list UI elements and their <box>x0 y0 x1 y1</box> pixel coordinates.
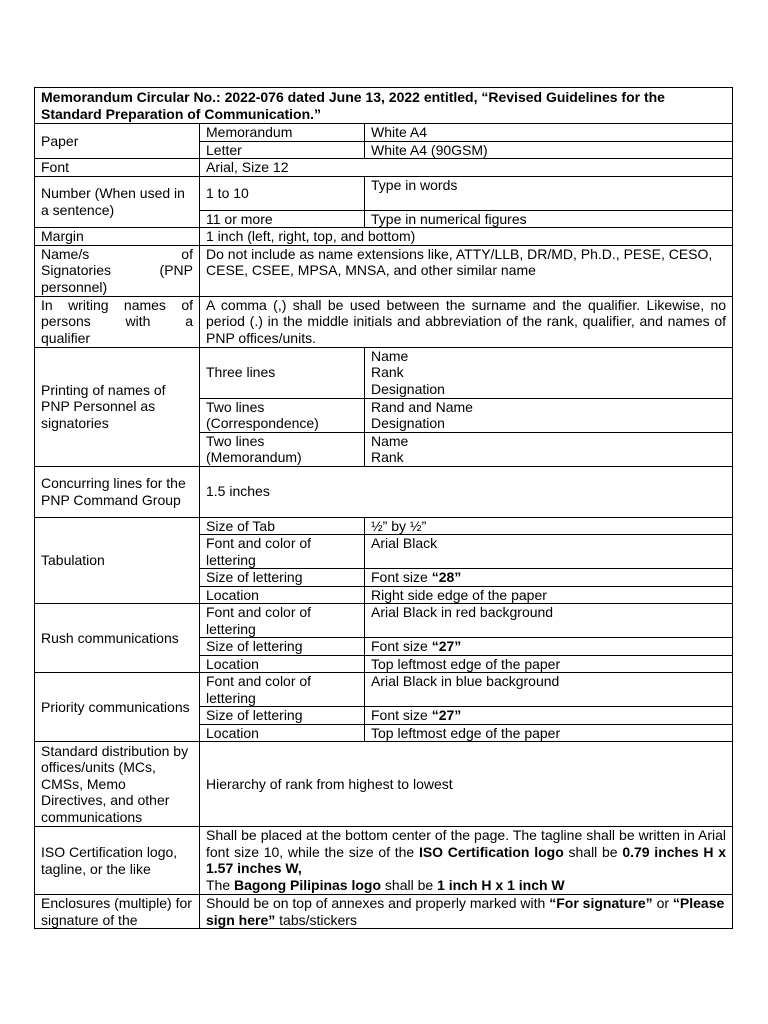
printing-two-memo-value <box>365 432 733 466</box>
guidelines-table <box>34 87 733 929</box>
printing-two-memo-line: (Memorandum) <box>206 449 302 465</box>
font-value: Arial, Size 12 <box>200 159 733 177</box>
number-r2-value: Type in numerical figures <box>365 210 733 228</box>
tabulation-font-value: Arial Black <box>365 535 733 569</box>
enclosures-text: tabs/stickers <box>275 911 357 928</box>
margin-value: 1 inch (left, right, top, and bottom) <box>200 228 733 246</box>
iso-text: The <box>206 876 235 893</box>
table-title: Memorandum Circular No.: 2022-076 dated June 13, 2022 entitled, “Revised Guidelines for the Standard Preparation of Communication.” <box>35 88 733 124</box>
concurring-value: 1.5 inches <box>200 466 733 517</box>
tabulation-size-tab-label: Size of Tab <box>200 517 365 535</box>
tabulation-font-label: Font and color of lettering <box>200 535 365 569</box>
paper-letter-value: White A4 (90GSM) <box>365 141 733 159</box>
priority-loc-label: Location <box>200 724 365 742</box>
printing-two-corr-value-line: Rand and Name <box>371 398 473 415</box>
priority-size-prefix: Font size <box>371 707 432 723</box>
tabulation-size-let-value <box>365 569 733 587</box>
qualifier-label-line: persons with a <box>41 313 193 329</box>
signatories-label-line: Signatories (PNP <box>41 262 193 278</box>
rush-size-label: Size of lettering <box>200 638 365 656</box>
row-label-printing: Printing of names of PNP Personnel as signatories <box>35 347 200 466</box>
printing-two-memo-line: Two lines <box>206 432 265 449</box>
row-label-number: Number (When used in a sentence) <box>35 176 200 228</box>
number-r2-label: 11 or more <box>200 210 365 228</box>
printing-three-line: Rank <box>371 364 404 381</box>
printing-three-line: Designation <box>371 380 445 397</box>
row-label-tabulation: Tabulation <box>35 517 200 604</box>
tabulation-loc-label: Location <box>200 586 365 604</box>
row-label-concurring: Concurring lines for the PNP Command Group <box>35 466 200 517</box>
rush-size-prefix: Font size <box>371 638 432 654</box>
row-label-font: Font <box>35 159 200 177</box>
qualifier-label-line: qualifier <box>41 329 91 346</box>
number-r1-label: 1 to 10 <box>200 176 365 210</box>
signatories-label-line: personnel) <box>41 278 108 295</box>
rush-size-number: “27” <box>431 638 462 654</box>
priority-size-number: “27” <box>431 707 462 723</box>
iso-text: Shall be placed at the bottom center of the page. The tagline shall be written in Arial font size 10, while the size of the <box>206 827 727 860</box>
tabulation-size-let-number: “28” <box>431 569 462 585</box>
iso-text: shall be <box>381 876 438 893</box>
rush-font-label: Font and color of lettering <box>200 604 365 638</box>
priority-font-value: Arial Black in blue background <box>365 673 733 707</box>
enclosures-for-signature: “For signature” <box>549 895 653 911</box>
qualifier-label-line: In writing names of <box>41 296 193 313</box>
row-label-signatories <box>35 245 200 296</box>
enclosures-text: or <box>652 895 673 911</box>
row-label-iso: ISO Certification logo, tagline, or the like <box>35 827 200 895</box>
tabulation-size-let-label: Size of lettering <box>200 569 365 587</box>
rush-loc-label: Location <box>200 655 365 673</box>
iso-paragraph <box>206 827 726 877</box>
iso-logo-text: ISO Certification logo <box>418 843 564 860</box>
signatories-value: Do not include as name extensions like, ATTY/LLB, DR/MD, Ph.D., PESE, CESO, CESE, CSEE, MPSA, MNSA, and other similar name <box>200 245 733 296</box>
row-label-priority: Priority communications <box>35 673 200 742</box>
priority-loc-value: Top leftmost edge of the paper <box>365 724 733 742</box>
row-label-enclosures: Enclosures (multiple) for signature of the <box>35 895 200 929</box>
printing-three-label: Three lines <box>200 347 365 398</box>
printing-three-line: Name <box>371 347 409 364</box>
rush-loc-value: Top leftmost edge of the paper <box>365 655 733 673</box>
rush-font-value: Arial Black in red background <box>365 604 733 638</box>
tabulation-size-let-prefix: Font size <box>371 569 432 585</box>
printing-two-memo-value-line: Rank <box>371 449 404 465</box>
printing-two-memo-value-line: Name <box>371 432 409 449</box>
rush-size-value <box>365 638 733 656</box>
enclosures-please-sign: “Please sign here” <box>206 895 725 928</box>
printing-two-corr-label <box>200 398 365 432</box>
row-label-distribution: Standard distribution by offices/units (MCs, CMSs, Memo Directives, and other communications <box>35 742 200 827</box>
bagong-pilipinas-text: Bagong Pilipinas logo <box>234 876 382 893</box>
printing-two-corr-line: (Correspondence) <box>206 415 319 431</box>
paper-letter-label: Letter <box>200 141 365 159</box>
priority-size-value <box>365 707 733 725</box>
printing-two-corr-value <box>365 398 733 432</box>
enclosures-text: Should be on top of annexes and properly marked with <box>206 895 550 911</box>
tabulation-size-tab-value: ½” by ½” <box>365 517 733 535</box>
bagong-pilipinas-size: 1 inch H x 1 inch W <box>437 876 565 893</box>
priority-size-label: Size of lettering <box>200 707 365 725</box>
signatories-label-line: Name/s of <box>41 245 193 262</box>
number-r1-value: Type in words <box>365 176 733 210</box>
row-label-rush: Rush communications <box>35 604 200 673</box>
tabulation-loc-value: Right side edge of the paper <box>365 586 733 604</box>
row-label-qualifier <box>35 296 200 347</box>
printing-two-corr-line: Two lines <box>206 398 265 415</box>
paper-memo-label: Memorandum <box>200 124 365 142</box>
paper-memo-value: White A4 <box>365 124 733 142</box>
guidelines-document <box>34 87 732 929</box>
row-label-paper: Paper <box>35 124 200 159</box>
printing-two-memo-label <box>200 432 365 466</box>
iso-text: shall be <box>563 843 623 860</box>
iso-logo-size: 0.79 inches H x 1.57 inches W, <box>206 843 727 876</box>
printing-three-value <box>365 347 733 398</box>
enclosures-value <box>200 895 733 929</box>
qualifier-value: A comma (,) shall be used between the surname and the qualifier. Likewise, no period (.) in the middle initials and abbreviation of the rank, qualifier, and names of PNP offices/units. <box>200 296 733 347</box>
row-label-margin: Margin <box>35 228 200 246</box>
distribution-value: Hierarchy of rank from highest to lowest <box>200 742 733 827</box>
iso-paragraph <box>206 877 726 894</box>
iso-value <box>200 827 733 895</box>
priority-font-label: Font and color of lettering <box>200 673 365 707</box>
printing-two-corr-value-line: Designation <box>371 415 445 431</box>
